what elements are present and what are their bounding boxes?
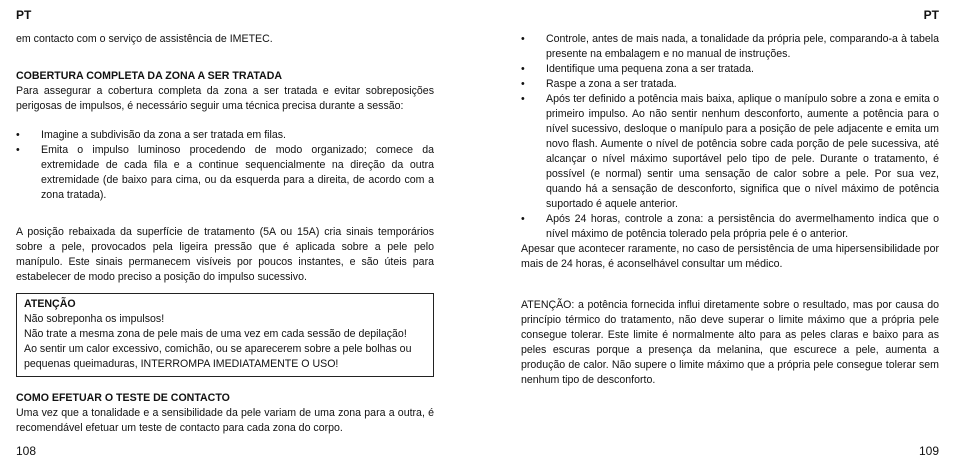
contact-test-text: Uma vez que a tonalidade e a sensibilidade da pele variam de uma zona para a outra, é recomendável efetuar um teste de contacto para cada zona do corpo.: [16, 407, 434, 434]
language-label: PT: [923, 8, 939, 22]
left-page: [16, 0, 434, 470]
list-item: • Após ter definido a potência mais baixa, aplique o manípulo sobre a zona e emita o primeiro impulso. Ao não sentir nenhum desconforto, aumente a potência para o nível sucessivo, desloque o manípulo para a posição de pele adjacente e emita um novo flash. Aumente o nível de potência sobre cada porção de pele sucessiva, até alcançar o nível máximo suportável pelo tipo de pele. Durante o tratamento, é possível (e normal) sentir uma sensação de calor sobre a pele. Por sua vez, quando há a sensação de desconforto, significa que o nível máximo de potência suportado é aquele anterior.: [521, 92, 939, 212]
page-number: 108: [16, 444, 37, 458]
marks-paragraph: A posição rebaixada da superfície de tratamento (5A ou 15A) cria sinais temporários sobre a pele, provocados pela ligeira pressão que é aplicada sobre a pele pelo manípulo. Este sinais permanecem visíveis por poucos instantes, e são úteis para estabelecer de modo preciso a posição do impulso sucessivo.: [16, 226, 434, 283]
list-item: • Emita o impulso luminoso procedendo de modo organizado; comece da extremidade de cada fila e a continue sequencialmente na direção da outra extremidade (de baixo para cima, ou da esquerda para a direita, de acordo com a zona tratada).: [16, 143, 434, 203]
warning-line: Não trate a mesma zona de pele mais de uma vez em cada sessão de depilação!: [24, 328, 407, 340]
warning-line: Não sobreponha os impulsos!: [24, 313, 165, 325]
warning-box: [16, 293, 434, 377]
section-title-contact-test: COMO EFETUAR O TESTE DE CONTACTO: [16, 392, 230, 404]
coverage-text: Para assegurar a cobertura completa da zona a ser tratada e evitar sobreposições perigosas de impulsos, é necessário seguir uma técnica precisa durante a sessão:: [16, 85, 434, 112]
attention-paragraph: ATENÇÃO: a potência fornecida influi diretamente sobre o resultado, mas por causa do princípio térmico do tratamento, não deve superar o limite máximo que a própria pele consegue tolerar. Este limite é normalmente alto para as peles claras e baixo para as peles escuras porque a presença da melanina, que escurece a pele, aumenta a produção de calor. Não supere o limite máximo que a própria pele consegue tolerar sem nenhum tipo de desconforto.: [521, 299, 939, 386]
language-label: PT: [16, 8, 32, 22]
test-steps-bullets: [521, 32, 939, 242]
left-page-content: [16, 32, 434, 436]
intro-text: em contacto com o serviço de assistência de IMETEC.: [16, 33, 273, 45]
section-title-coverage: COBERTURA COMPLETA DA ZONA A SER TRATADA: [16, 70, 282, 82]
list-item: • Após 24 horas, controle a zona: a persistência do avermelhamento indica que o nível máximo de potência tolerado pela própria pele é o anterior.: [521, 212, 939, 242]
right-page: [521, 0, 939, 470]
list-item: • Raspe a zona a ser tratada.: [521, 77, 939, 92]
page-number: 109: [918, 444, 939, 458]
list-item: • Controle, antes de mais nada, a tonalidade da própria pele, comparando-a à tabela presente na embalagem e no manual de instruções.: [521, 32, 939, 62]
list-item: • Identifique uma pequena zona a ser tratada.: [521, 62, 939, 77]
warning-line: Ao sentir um calor excessivo, comichão, ou se aparecerem sobre a pele bolhas ou pequenas queimaduras, INTERROMPA IMEDIATAMENTE O USO!: [24, 343, 412, 370]
warning-title: ATENÇÃO: [24, 298, 76, 310]
coverage-bullets: [16, 128, 434, 203]
right-page-content: [521, 32, 939, 388]
list-item: • Imagine a subdivisão da zona a ser tratada em filas.: [16, 128, 434, 143]
hypersensitivity-text: Apesar que acontecer raramente, no caso de persistência de uma hipersensibilidade por mais de 24 horas, é aconselhável consultar um médico.: [521, 243, 939, 270]
